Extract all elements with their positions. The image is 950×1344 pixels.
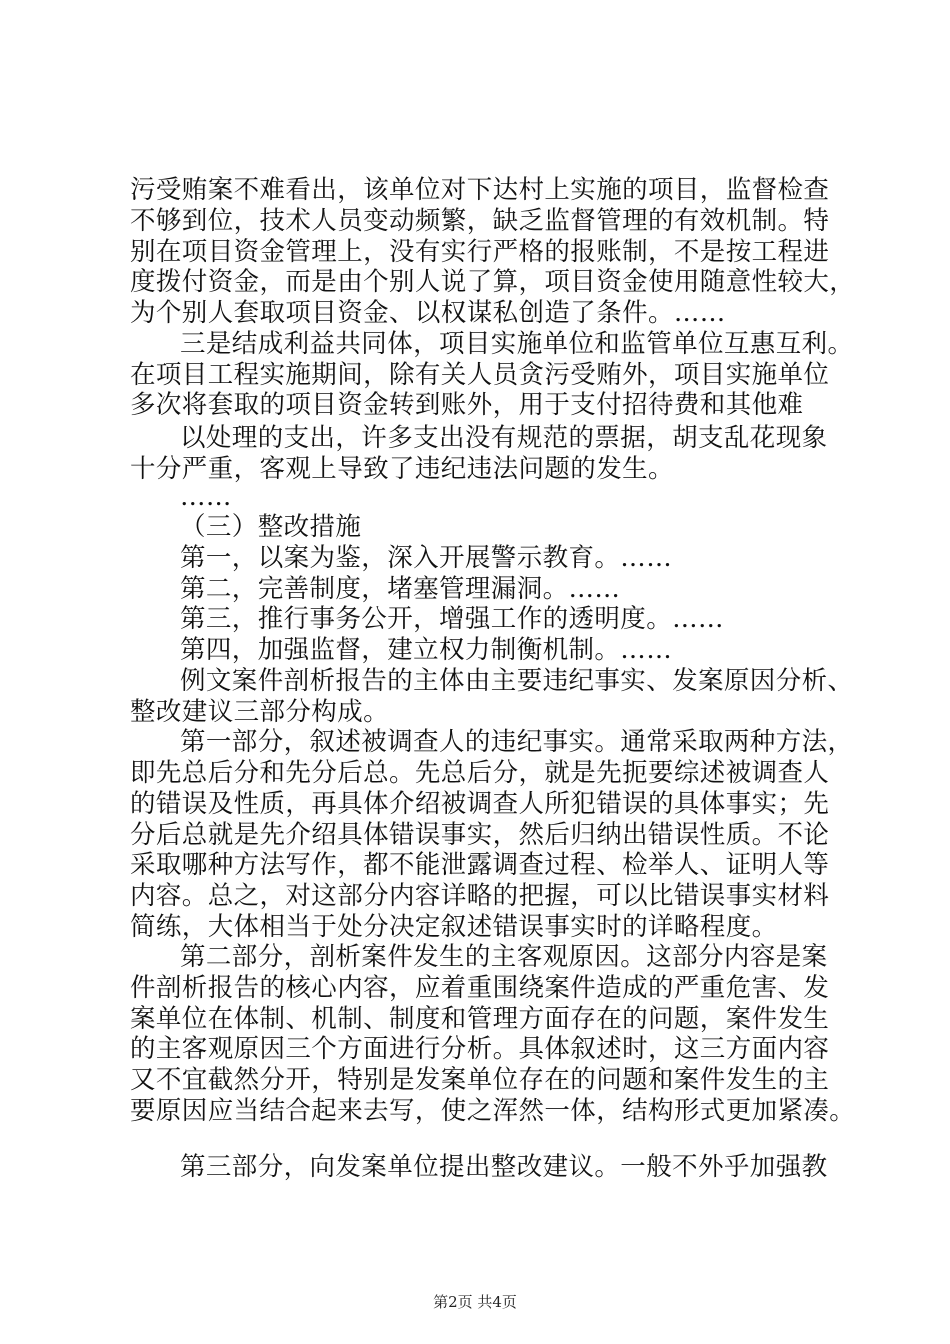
body-text-line: 十分严重，客观上导致了违纪违法问题的发生。 bbox=[130, 454, 674, 484]
body-text-line: 在项目工程实施期间，除有关人员贪污受贿外，项目实施单位 bbox=[130, 360, 830, 390]
body-text-line: 又不宜截然分开，特别是发案单位存在的问题和案件发生的主 bbox=[130, 1065, 830, 1095]
body-text-line: 整改建议三部分构成。 bbox=[130, 697, 390, 727]
body-text-line: 度拨付资金，而是由个别人说了算，项目资金使用随意性较大， bbox=[130, 267, 856, 297]
body-text-line: 第二部分，剖析案件发生的主客观原因。这部分内容是案 bbox=[180, 942, 828, 972]
section-heading: （三）整改措施 bbox=[180, 512, 362, 542]
body-text-line: 污受贿案不难看出，该单位对下达村上实施的项目，监督检查 bbox=[130, 175, 830, 205]
body-text-line: 即先总后分和先分后总。先总后分，就是先扼要综述被调查人 bbox=[130, 758, 830, 788]
body-text-line: 别在项目资金管理上，没有实行严格的报账制，不是按工程进 bbox=[130, 237, 830, 267]
page-number-footer: 第2页 共4页 bbox=[433, 1293, 517, 1311]
list-item: 第一，以案为鉴，深入开展警示教育。…… bbox=[180, 543, 673, 573]
body-text-line: 以处理的支出，许多支出没有规范的票据，胡支乱花现象 bbox=[180, 423, 828, 453]
body-text-line: 为个别人套取项目资金、以权谋私创造了条件。…… bbox=[130, 298, 726, 328]
list-item: 第四，加强监督，建立权力制衡机制。…… bbox=[180, 635, 673, 665]
ellipsis-line: …… bbox=[180, 482, 232, 512]
body-text-line: 的主客观原因三个方面进行分析。具体叙述时，这三方面内容 bbox=[130, 1034, 830, 1064]
body-text-line: 第一部分，叙述被调查人的违纪事实。通常采取两种方法， bbox=[180, 727, 854, 757]
body-text-line: 采取哪种方法写作，都不能泄露调查过程、检举人、证明人等 bbox=[130, 850, 830, 880]
body-text-line: 第三部分，向发案单位提出整改建议。一般不外乎加强教 bbox=[180, 1152, 828, 1182]
body-text-line: 件剖析报告的核心内容，应着重围绕案件造成的严重危害、发 bbox=[130, 973, 830, 1003]
list-item: 第三，推行事务公开，增强工作的透明度。…… bbox=[180, 604, 724, 634]
body-text-line: 要原因应当结合起来去写，使之浑然一体，结构形式更加紧凑。 bbox=[130, 1096, 856, 1126]
body-text-line: 内容。总之，对这部分内容详略的把握，可以比错误事实材料 bbox=[130, 881, 830, 911]
body-text-line: 分后总就是先介绍具体错误事实，然后归纳出错误性质。不论 bbox=[130, 820, 830, 850]
body-text-line: 案单位在体制、机制、制度和管理方面存在的问题，案件发生 bbox=[130, 1004, 830, 1034]
body-text-line: 例文案件剖析报告的主体由主要违纪事实、发案原因分析、 bbox=[180, 666, 854, 696]
body-text-line: 三是结成利益共同体，项目实施单位和监管单位互惠互利。 bbox=[180, 329, 854, 359]
list-item: 第二，完善制度，堵塞管理漏洞。…… bbox=[180, 574, 621, 604]
body-text-line: 简练，大体相当于处分决定叙述错误事实时的详略程度。 bbox=[130, 912, 778, 942]
body-text-line: 多次将套取的项目资金转到账外，用于支付招待费和其他难 bbox=[130, 390, 804, 420]
body-text-line: 的错误及性质，再具体介绍被调查人所犯错误的具体事实；先 bbox=[130, 789, 830, 819]
body-text-line: 不够到位，技术人员变动频繁，缺乏监督管理的有效机制。特 bbox=[130, 206, 830, 236]
